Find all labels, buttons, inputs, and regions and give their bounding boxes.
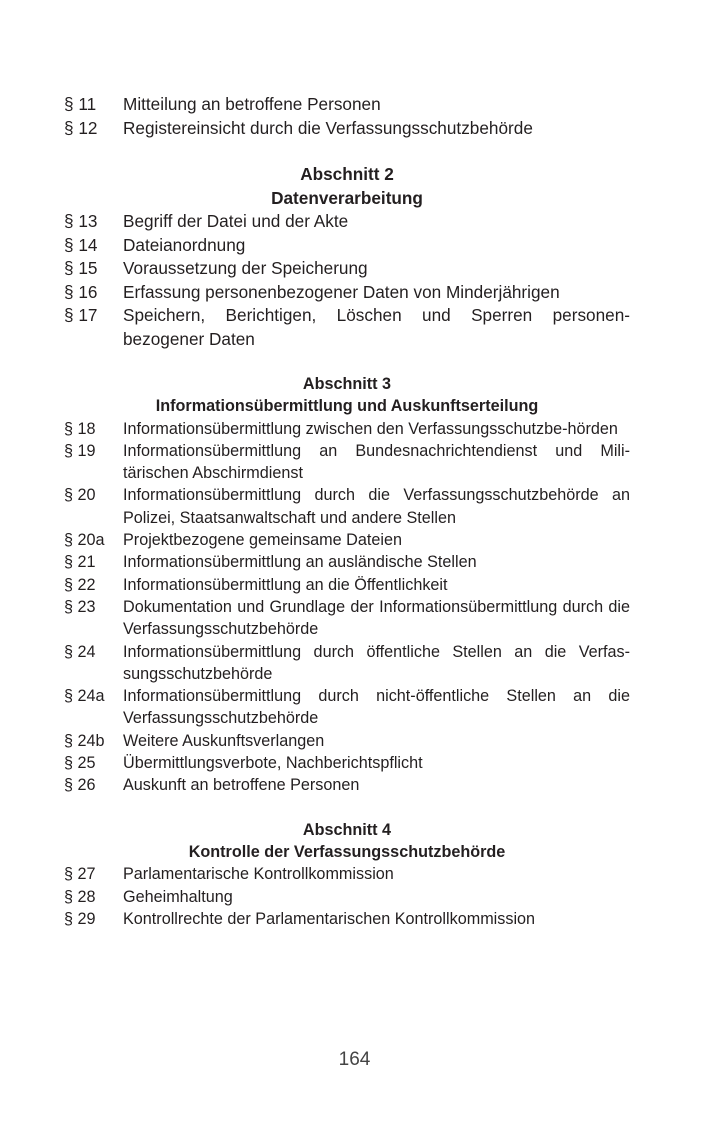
section-title: Informationsübermittlung durch öffentliche Stellen an die Verfas-sungsschutzbehörde (123, 642, 630, 683)
section-number: § 13 (64, 211, 98, 231)
chapter-subheading: Datenverarbeitung (271, 187, 423, 208)
section-number: § 18 (64, 419, 96, 438)
section-title: Erfassung personenbezogener Daten von Minderjährigen (123, 281, 560, 302)
section-title: Projektbezogene gemeinsame Dateien (123, 531, 402, 550)
toc-entry (64, 641, 630, 686)
toc-entry (64, 596, 630, 641)
chapter-heading: Abschnitt 2 (300, 164, 394, 184)
section-title: Registereinsicht durch die Verfassungsschutzbehörde (123, 117, 533, 138)
section-title: Informationsübermittlung an die Öffentlichkeit (123, 575, 448, 594)
table-of-contents (64, 93, 630, 930)
toc-entry (64, 484, 630, 529)
section-title: Mitteilung an betroffene Personen (123, 94, 381, 114)
toc-entry (64, 210, 630, 234)
section-number: § 21 (64, 553, 96, 572)
toc-entry (64, 886, 630, 908)
section-title: Voraussetzung der Speicherung (123, 258, 368, 278)
toc-entry (64, 774, 630, 796)
section-number: § 12 (64, 117, 98, 138)
section-title: Informationsübermittlung durch nicht-öffentliche Stellen an die Verfassungsschutzbehörde (123, 687, 630, 728)
toc-group-upper (64, 93, 630, 351)
section-number: § 15 (64, 258, 98, 278)
section-title: Weitere Auskunftsverlangen (123, 731, 325, 750)
section-number: § 22 (64, 575, 96, 594)
toc-entry (64, 281, 630, 305)
toc-entry (64, 908, 630, 930)
toc-entry (64, 529, 630, 551)
chapter-subheading: Kontrolle der Verfassungsschutzbehörde (188, 842, 506, 861)
toc-entry (64, 418, 630, 440)
chapter-subheading: Informationsübermittlung und Auskunftserteilung (155, 397, 539, 416)
section-title: Informationsübermittlung durch die Verfassungsschutzbehörde an Polizei, Staatsanwaltschaft und andere Stellen (123, 486, 630, 527)
section-title: Dokumentation und Grundlage der Informationsübermittlung durch die Verfassungsschutzbehörde (123, 597, 630, 639)
chapter-heading: Abschnitt 3 (302, 375, 392, 393)
section-title: Informationsübermittlung zwischen den Verfassungsschutzbe-hörden (123, 419, 618, 438)
toc-group-lower (64, 373, 630, 930)
section-title: Dateianordnung (123, 234, 246, 255)
section-number: § 27 (64, 865, 96, 884)
section-number: § 24a (64, 687, 105, 706)
toc-entry (64, 257, 630, 281)
toc-entry (64, 730, 630, 752)
toc-entry (64, 863, 630, 885)
section-number: § 20 (64, 486, 96, 505)
section-title: Auskunft an betroffene Personen (123, 776, 360, 795)
toc-entry (64, 234, 630, 258)
section-number: § 19 (64, 441, 96, 460)
toc-entry (64, 752, 630, 774)
chapter-heading: Abschnitt 4 (302, 820, 392, 839)
section-number: § 24b (64, 731, 105, 750)
section-number: § 16 (64, 281, 98, 302)
toc-entry (64, 551, 630, 573)
section-title: Kontrollrechte der Parlamentarischen Kontrollkommission (123, 909, 536, 928)
section-number: § 29 (64, 909, 96, 928)
toc-entry (64, 574, 630, 596)
section-number: § 23 (64, 597, 96, 616)
page-number: 164 (338, 1049, 371, 1070)
toc-entry (64, 440, 630, 485)
section-number: § 25 (64, 754, 96, 773)
toc-entry (64, 304, 630, 351)
section-number: § 24 (64, 642, 96, 661)
section-title: Geheimhaltung (123, 887, 233, 906)
section-number: § 14 (64, 234, 98, 255)
section-number: § 28 (64, 887, 96, 906)
section-title: Speichern, Berichtigen, Löschen und Sperren personen-bezogener Daten (123, 305, 630, 349)
toc-entry (64, 93, 630, 117)
section-title: Parlamentarische Kontrollkommission (123, 865, 394, 884)
section-number: § 17 (64, 305, 98, 325)
toc-entry (64, 117, 630, 141)
section-title: Übermittlungsverbote, Nachberichtspflicht (123, 754, 423, 773)
section-number: § 20a (64, 531, 105, 550)
section-number: § 11 (64, 94, 97, 114)
section-title: Begriff der Datei und der Akte (123, 211, 349, 231)
section-title: Informationsübermittlung an Bundesnachrichtendienst und Mili-tärischen Abschirmdienst (123, 441, 630, 483)
toc-entry (64, 685, 630, 730)
section-number: § 26 (64, 776, 96, 795)
section-title: Informationsübermittlung an ausländische Stellen (123, 553, 477, 572)
